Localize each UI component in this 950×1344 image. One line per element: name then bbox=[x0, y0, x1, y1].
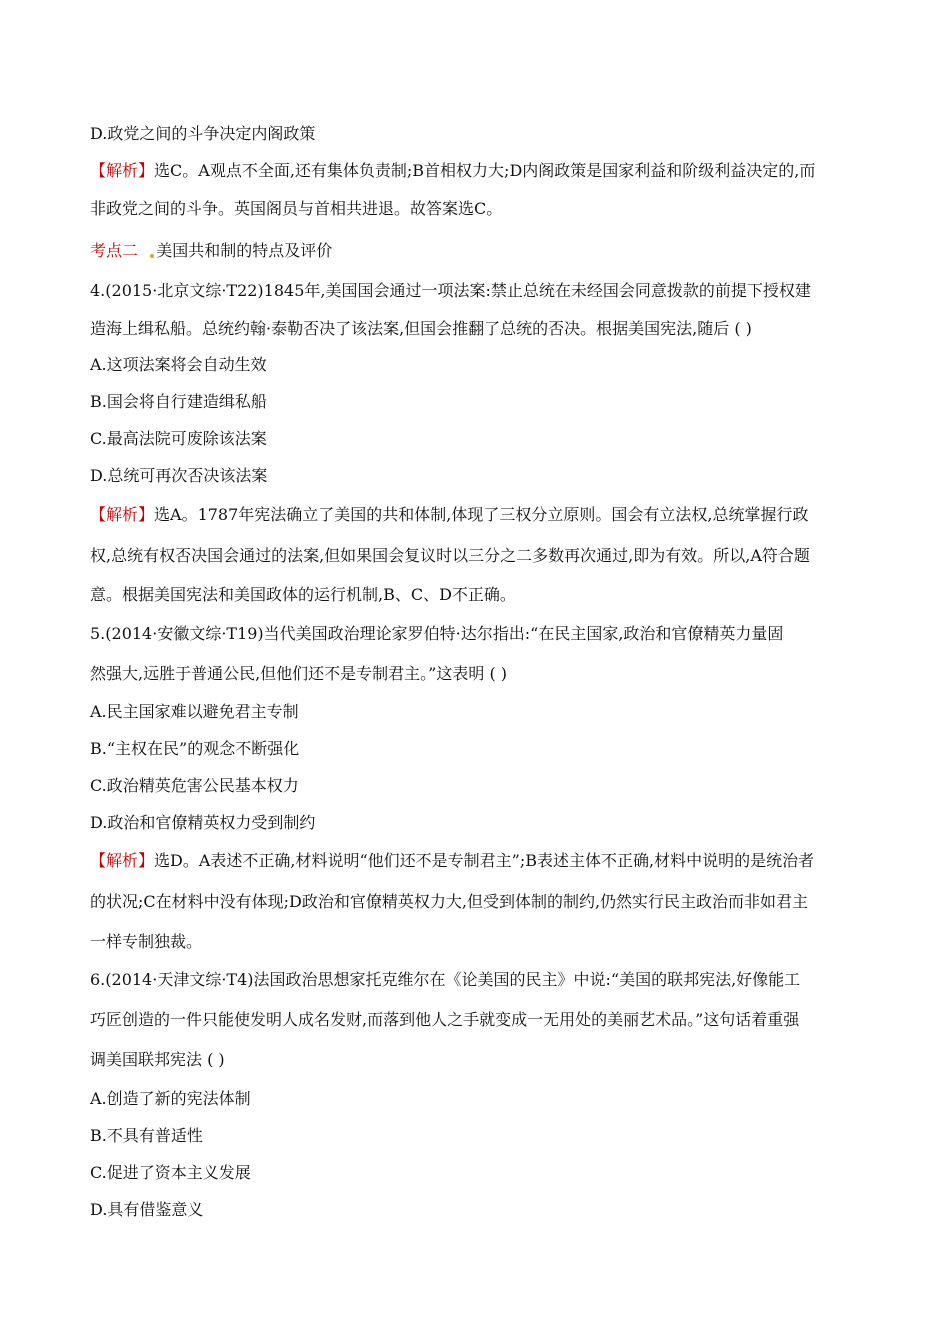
option-d-q5: D.政治和官僚精英权力受到制约 bbox=[90, 813, 316, 832]
option-d-q6: D.具有借鉴意义 bbox=[90, 1200, 204, 1219]
question-4-line1: 4.(2015·北京文综·T22)1845年,美国国会通过一项法案:禁止总统在未经国会同意拨款的前提下授权建 bbox=[90, 281, 811, 300]
analysis-q4-line1: 【解析】选A。1787年宪法确立了美国的共和体制,体现了三权分立原则。国会有立法权,总统掌握行政 bbox=[90, 505, 809, 524]
option-d-q3: D.政党之间的斗争决定内阁政策 bbox=[90, 124, 316, 143]
analysis-q5-line3: 一样专制独裁。 bbox=[90, 932, 203, 951]
analysis-q4-line3: 意。根据美国宪法和美国政体的运行机制,B、C、D不正确。 bbox=[90, 585, 516, 604]
question-5-line2: 然强大,远胜于普通公民,但他们还不是专制君主。”这表明 ( ) bbox=[90, 664, 508, 683]
option-c-q5: C.政治精英危害公民基本权力 bbox=[90, 776, 299, 795]
analysis-tag: 【解析】 bbox=[90, 505, 155, 524]
option-a-q4: A.这项法案将会自动生效 bbox=[90, 355, 267, 374]
analysis-q3-line1: 【解析】选C。A观点不全面,还有集体负责制;B首相权力大;D内阁政策是国家利益和阶级利益决定的,而 bbox=[90, 161, 816, 180]
analysis-q4-line2: 权,总统有权否决国会通过的法案,但如果国会复议时以三分之二多数再次通过,即为有效。所以,A符合题 bbox=[90, 546, 810, 565]
option-b-q6: B.不具有普适性 bbox=[90, 1126, 203, 1145]
analysis-q5-line2: 的状况;C在材料中没有体现;D政治和官僚精英权力大,但受到体制的制约,仍然实行民主政治而非如君主 bbox=[90, 892, 809, 911]
section-heading: 考点二 美国共和制的特点及评价 bbox=[90, 241, 333, 260]
option-b-q5: B.“主权在民”的观念不断强化 bbox=[90, 739, 300, 758]
option-a-q6: A.创造了新的宪法体制 bbox=[90, 1089, 251, 1108]
section-label: 考点二 bbox=[90, 241, 139, 260]
question-4-line2: 造海上缉私船。总统约翰·泰勒否决了该法案,但国会推翻了总统的否决。根据美国宪法,随后 ( ) bbox=[90, 319, 752, 338]
option-b-q4: B.国会将自行建造缉私船 bbox=[90, 392, 267, 411]
option-d-q4: D.总统可再次否决该法案 bbox=[90, 466, 268, 485]
option-c-q6: C.促进了资本主义发展 bbox=[90, 1163, 251, 1182]
question-6-line1: 6.(2014·天津文综·T4)法国政治思想家托克维尔在《论美国的民主》中说:“美国的联邦宪法,好像能工 bbox=[90, 970, 801, 989]
question-6-line2: 巧匠创造的一件只能使发明人成名发财,而落到他人之手就变成一无用处的美丽艺术品。”这句话着重强 bbox=[90, 1010, 800, 1029]
analysis-tag: 【解析】 bbox=[90, 851, 155, 870]
analysis-tag: 【解析】 bbox=[90, 161, 155, 180]
question-6-line3: 调美国联邦宪法 ( ) bbox=[90, 1050, 225, 1069]
option-a-q5: A.民主国家难以避免君主专制 bbox=[90, 702, 299, 721]
option-c-q4: C.最高法院可废除该法案 bbox=[90, 429, 267, 448]
analysis-q5-line1: 【解析】选D。A表述不正确,材料说明“他们还不是专制君主”;B表述主体不正确,材料中说明的是统治者 bbox=[90, 851, 815, 870]
question-5-line1: 5.(2014·安徽文综·T19)当代美国政治理论家罗伯特·达尔指出:“在民主国家,政治和官僚精英力量固 bbox=[90, 624, 784, 643]
marker-dot bbox=[150, 254, 154, 258]
analysis-q3-line2: 非政党之间的斗争。英国阁员与首相共进退。故答案选C。 bbox=[90, 199, 503, 218]
